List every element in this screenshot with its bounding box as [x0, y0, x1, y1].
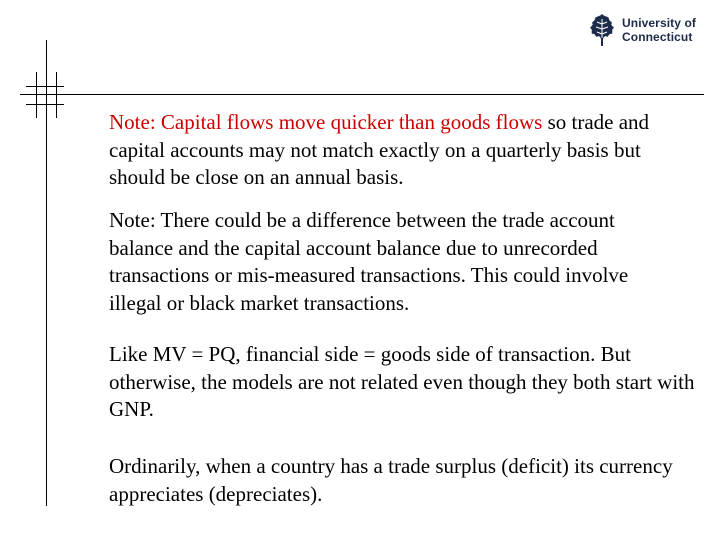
logo-line-2: Connecticut	[622, 30, 693, 44]
logo-line-1: University of	[622, 16, 696, 30]
frame-vertical-tick	[56, 72, 57, 118]
frame-vertical-line	[46, 40, 47, 506]
highlighted-note: Note: Capital flows move quicker than goods flows	[109, 110, 543, 134]
frame-horizontal-tick	[26, 104, 64, 105]
paragraph-currency: Ordinarily, when a country has a trade surplus (deficit) its currency appreciates (depreciates).	[109, 454, 673, 506]
paragraph-balance-difference: Note: There could be a difference between the trade account balance and the capital account balance due to unrecorded transactions or mis-measured transactions. This could involve illegal or black market transactions.	[109, 208, 629, 315]
paragraph-mv-pq: Like MV = PQ, financial side = goods side of transaction. But otherwise, the models are not related even though they both start with GNP.	[109, 342, 695, 421]
frame-vertical-tick	[36, 72, 37, 118]
university-logo	[587, 12, 707, 48]
frame-horizontal-line	[20, 94, 704, 95]
oak-leaf-icon	[587, 13, 617, 47]
logo-wordmark	[622, 16, 696, 44]
frame-horizontal-tick	[26, 86, 64, 87]
paragraph-text: so trade and capital accounts may not match exactly on a quarterly basis but should be close on an annual basis.	[109, 110, 650, 189]
paragraph-capital-flows	[109, 109, 669, 192]
